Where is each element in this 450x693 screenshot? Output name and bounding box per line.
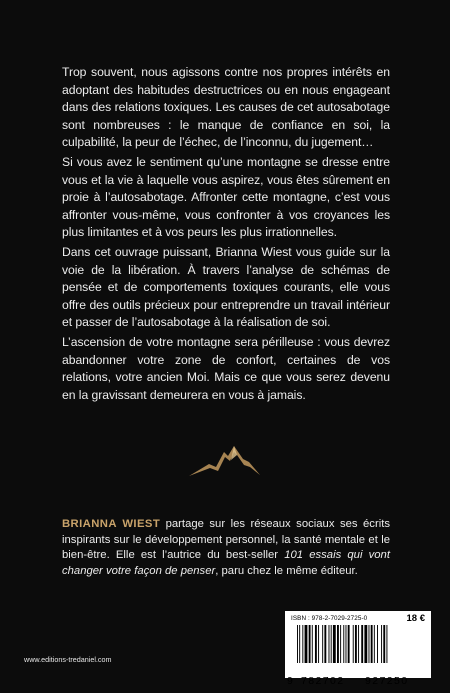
mountain-peak-icon [187,440,262,480]
author-bio [62,517,390,579]
author-name: BRIANNA WIEST [62,518,161,530]
price-tag: 18 € [406,613,425,624]
author-bio-text-1: partage sur les réseaux sociaux ses écrits inspirants sur le développement personnel, la santé mentale et le bien-être. Elle est l’autrice du best-seller [62,518,391,561]
publisher-website: www.editions-tredaniel.com [24,655,112,664]
bestseller-title: 101 essais qui vont changer votre façon de penser [62,549,390,577]
barcode-digits-group-1: 782702 [301,675,345,687]
back-cover-paragraph-1: Trop souvent, nous agissons contre nos propres intérêts en adoptant des habitudes destructrices ou en nous engageant dans des relations toxiques. Les causes de cet autosabotage sont nombreuses : le manque de confiance en soi, la culpabilité, la peur de l’échec, de l’inconnu, du jugement… [62,65,390,150]
isbn-number: ISBN : 978-2-7029-2725-0 [291,615,368,622]
author-bio-text-2: , paru chez le même éditeur. [215,564,358,577]
barcode-digit-first: 9 [287,675,295,687]
barcode-bars [295,625,423,663]
back-cover-paragraph-3: Dans cet ouvrage puissant, Brianna Wiest vous guide sur la voie de la libération. À travers l’analyse de schémas de pensée et de comportements toxiques courants, elle vous offre des outils précieux pour entreprendre un travail intérieur et passer de l’autosabotage à la réalisation de soi. [62,245,390,330]
barcode-digits-group-2: 927250 [365,675,409,687]
back-cover-paragraph-2: Si vous avez le sentiment qu’une montagne se dresse entre vous et la vie à laquelle vous aspirez, vous êtes sûrement en proie à l’autosabotage. Affronter cette montagne, c’est vous affronter vous-même, vous confronter à vos croyances les plus limitantes et à vos peurs les plus irrationnelles. [62,155,390,240]
back-cover-paragraph-4: L’ascension de votre montagne sera périlleuse : vous devrez abandonner votre zone de confort, certaines de vos relations, votre ancien Moi. Mais ce que vous serez devenu en la gravissant demeurera en vous à jamais. [62,335,390,402]
barcode-label [285,611,431,687]
